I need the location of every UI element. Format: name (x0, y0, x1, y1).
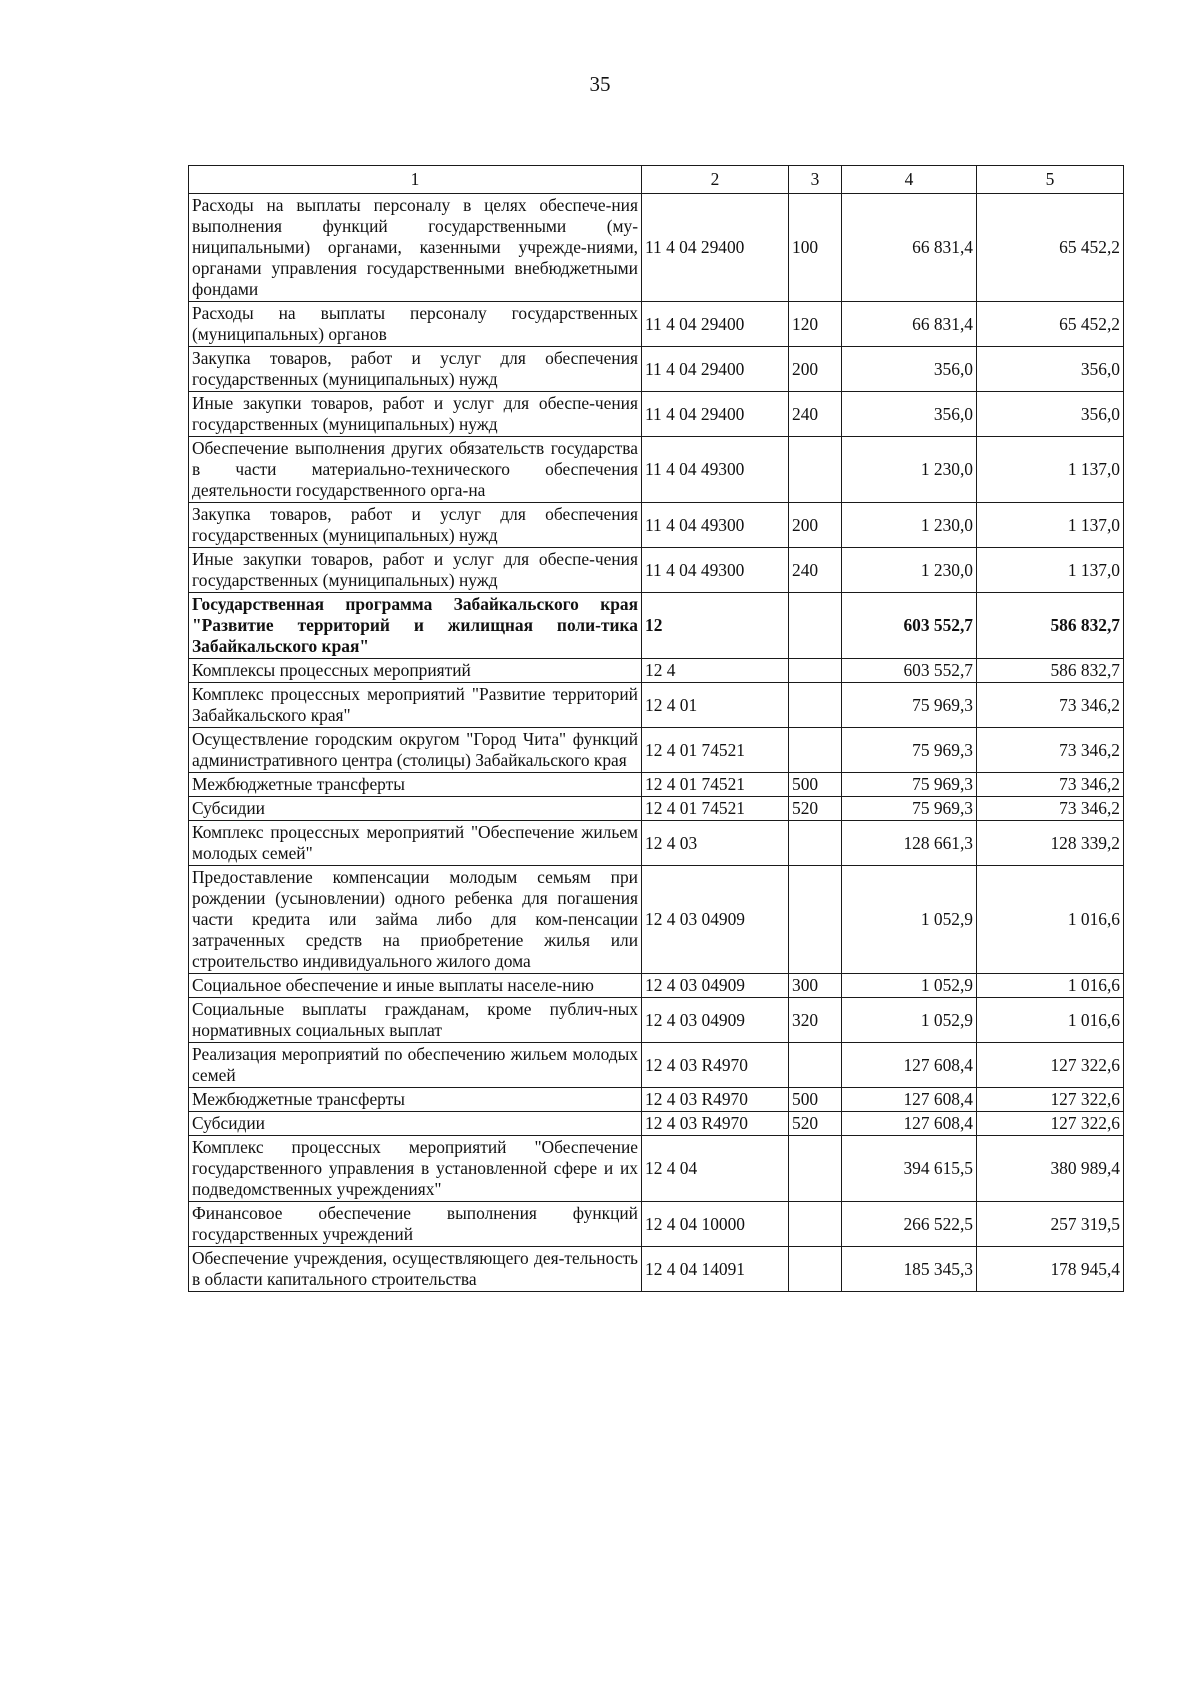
column-header-3: 3 (789, 166, 842, 194)
row-amount-2-cell: 128 339,2 (977, 821, 1124, 866)
row-name-cell: Социальные выплаты гражданам, кроме публич-ных нормативных социальных выплат (189, 998, 642, 1043)
row-amount-1-cell: 1 230,0 (842, 503, 977, 548)
row-amount-1-cell: 1 052,9 (842, 866, 977, 974)
row-amount-1-cell: 1 052,9 (842, 974, 977, 998)
row-amount-1-cell: 127 608,4 (842, 1112, 977, 1136)
table-row (189, 593, 1124, 659)
row-amount-2-cell: 1 137,0 (977, 548, 1124, 593)
row-amount-1-cell: 75 969,3 (842, 683, 977, 728)
row-amount-1-cell: 603 552,7 (842, 659, 977, 683)
row-amount-1-cell: 127 608,4 (842, 1088, 977, 1112)
row-code-cell: 11 4 04 29400 (642, 194, 789, 302)
row-amount-1-cell: 356,0 (842, 347, 977, 392)
row-amount-1-cell: 75 969,3 (842, 773, 977, 797)
table-row (189, 974, 1124, 998)
row-name-cell: Комплексы процессных мероприятий (189, 659, 642, 683)
row-code-cell: 11 4 04 49300 (642, 503, 789, 548)
table-row (189, 548, 1124, 593)
column-header-1: 1 (189, 166, 642, 194)
row-code-cell: 12 4 03 R4970 (642, 1112, 789, 1136)
row-expense-type-cell: 200 (789, 503, 842, 548)
row-code-cell: 12 4 03 R4970 (642, 1043, 789, 1088)
row-amount-2-cell: 257 319,5 (977, 1202, 1124, 1247)
row-amount-2-cell: 73 346,2 (977, 797, 1124, 821)
row-code-cell: 12 4 04 (642, 1136, 789, 1202)
row-amount-1-cell: 1 230,0 (842, 437, 977, 503)
row-name-cell: Расходы на выплаты персоналу в целях обеспече-ния выполнения функций государственными (му-ниципальными) органами, казенными учрежде-ниями, органами управления государственными внебюджетными фондами (189, 194, 642, 302)
row-code-cell: 12 4 03 R4970 (642, 1088, 789, 1112)
table-row (189, 503, 1124, 548)
row-amount-1-cell: 75 969,3 (842, 797, 977, 821)
row-code-cell: 12 4 04 14091 (642, 1247, 789, 1292)
row-amount-2-cell: 127 322,6 (977, 1112, 1124, 1136)
row-amount-2-cell: 65 452,2 (977, 302, 1124, 347)
row-amount-1-cell: 185 345,3 (842, 1247, 977, 1292)
row-code-cell: 12 4 01 74521 (642, 728, 789, 773)
row-amount-1-cell: 1 230,0 (842, 548, 977, 593)
row-amount-2-cell: 65 452,2 (977, 194, 1124, 302)
row-expense-type-cell: 120 (789, 302, 842, 347)
row-expense-type-cell (789, 1043, 842, 1088)
budget-table (188, 165, 1124, 1292)
row-name-cell: Комплекс процессных мероприятий "Развитие территорий Забайкальского края" (189, 683, 642, 728)
row-name-cell: Осуществление городским округом "Город Чита" функций административного центра (столицы) Забайкальского края (189, 728, 642, 773)
table-row (189, 347, 1124, 392)
row-name-cell: Закупка товаров, работ и услуг для обеспечения государственных (муниципальных) нужд (189, 347, 642, 392)
row-expense-type-cell (789, 437, 842, 503)
row-amount-2-cell: 586 832,7 (977, 593, 1124, 659)
row-expense-type-cell (789, 1202, 842, 1247)
table-row (189, 821, 1124, 866)
row-amount-1-cell: 266 522,5 (842, 1202, 977, 1247)
table-row (189, 659, 1124, 683)
row-amount-1-cell: 75 969,3 (842, 728, 977, 773)
row-amount-2-cell: 73 346,2 (977, 773, 1124, 797)
table-row (189, 392, 1124, 437)
row-code-cell: 12 4 03 04909 (642, 974, 789, 998)
row-expense-type-cell: 200 (789, 347, 842, 392)
table-row (189, 728, 1124, 773)
row-name-cell: Закупка товаров, работ и услуг для обеспечения государственных (муниципальных) нужд (189, 503, 642, 548)
row-name-cell: Социальное обеспечение и иные выплаты населе-нию (189, 974, 642, 998)
row-name-cell: Предоставление компенсации молодым семьям при рождении (усыновлении) одного ребенка для погашения части кредита или займа либо для ком-пенсации затраченных средств на приобретение жилья или строительство индивидуального жилого дома (189, 866, 642, 974)
row-amount-2-cell: 356,0 (977, 392, 1124, 437)
row-amount-2-cell: 356,0 (977, 347, 1124, 392)
table-row (189, 302, 1124, 347)
row-code-cell: 12 (642, 593, 789, 659)
row-code-cell: 12 4 03 (642, 821, 789, 866)
row-name-cell: Межбюджетные трансферты (189, 773, 642, 797)
row-expense-type-cell (789, 683, 842, 728)
row-amount-2-cell: 1 016,6 (977, 998, 1124, 1043)
row-amount-1-cell: 66 831,4 (842, 194, 977, 302)
table-row (189, 1088, 1124, 1112)
row-expense-type-cell (789, 821, 842, 866)
row-code-cell: 11 4 04 29400 (642, 347, 789, 392)
row-name-cell: Комплекс процессных мероприятий "Обеспечение государственного управления в установленной сфере и их подведомственных учреждениях" (189, 1136, 642, 1202)
table-row (189, 773, 1124, 797)
row-amount-2-cell: 380 989,4 (977, 1136, 1124, 1202)
row-code-cell: 12 4 01 (642, 683, 789, 728)
column-header-4: 4 (842, 166, 977, 194)
row-amount-1-cell: 394 615,5 (842, 1136, 977, 1202)
table-row (189, 797, 1124, 821)
table-row (189, 683, 1124, 728)
row-code-cell: 11 4 04 29400 (642, 302, 789, 347)
row-amount-1-cell: 356,0 (842, 392, 977, 437)
row-amount-2-cell: 73 346,2 (977, 728, 1124, 773)
table-row (189, 998, 1124, 1043)
row-name-cell: Обеспечение выполнения других обязательств государства в части материально-технического обеспечения деятельности государственного орга-на (189, 437, 642, 503)
row-name-cell: Иные закупки товаров, работ и услуг для обеспе-чения государственных (муниципальных) нужд (189, 392, 642, 437)
row-amount-1-cell: 127 608,4 (842, 1043, 977, 1088)
row-amount-1-cell: 66 831,4 (842, 302, 977, 347)
table-row (189, 866, 1124, 974)
row-expense-type-cell: 100 (789, 194, 842, 302)
row-name-cell: Иные закупки товаров, работ и услуг для обеспе-чения государственных (муниципальных) нужд (189, 548, 642, 593)
row-code-cell: 12 4 04 10000 (642, 1202, 789, 1247)
table-row (189, 1112, 1124, 1136)
budget-table-body (189, 166, 1124, 1292)
row-name-cell: Расходы на выплаты персоналу государственных (муниципальных) органов (189, 302, 642, 347)
row-expense-type-cell (789, 659, 842, 683)
row-name-cell: Межбюджетные трансферты (189, 1088, 642, 1112)
row-code-cell: 12 4 01 74521 (642, 773, 789, 797)
row-name-cell: Обеспечение учреждения, осуществляющего дея-тельность в области капитального строительства (189, 1247, 642, 1292)
row-expense-type-cell (789, 1136, 842, 1202)
row-code-cell: 12 4 03 04909 (642, 866, 789, 974)
table-row (189, 1136, 1124, 1202)
column-header-2: 2 (642, 166, 789, 194)
row-amount-2-cell: 1 137,0 (977, 437, 1124, 503)
row-expense-type-cell (789, 593, 842, 659)
row-expense-type-cell: 240 (789, 392, 842, 437)
row-code-cell: 12 4 03 04909 (642, 998, 789, 1043)
table-row (189, 194, 1124, 302)
page-number: 35 (589, 72, 611, 96)
table-header-row (189, 166, 1124, 194)
row-name-cell: Комплекс процессных мероприятий "Обеспечение жильем молодых семей" (189, 821, 642, 866)
row-amount-2-cell: 178 945,4 (977, 1247, 1124, 1292)
row-code-cell: 11 4 04 49300 (642, 548, 789, 593)
row-name-cell: Субсидии (189, 797, 642, 821)
row-amount-2-cell: 1 016,6 (977, 974, 1124, 998)
row-expense-type-cell (789, 728, 842, 773)
row-amount-2-cell: 1 137,0 (977, 503, 1124, 548)
row-name-cell: Финансовое обеспечение выполнения функций государственных учреждений (189, 1202, 642, 1247)
row-expense-type-cell: 500 (789, 1088, 842, 1112)
table-row (189, 437, 1124, 503)
row-amount-2-cell: 127 322,6 (977, 1088, 1124, 1112)
table-row (189, 1202, 1124, 1247)
row-expense-type-cell: 520 (789, 1112, 842, 1136)
column-header-5: 5 (977, 166, 1124, 194)
row-name-cell: Реализация мероприятий по обеспечению жильем молодых семей (189, 1043, 642, 1088)
row-expense-type-cell: 520 (789, 797, 842, 821)
row-amount-2-cell: 586 832,7 (977, 659, 1124, 683)
row-amount-2-cell: 73 346,2 (977, 683, 1124, 728)
row-amount-1-cell: 603 552,7 (842, 593, 977, 659)
table-row (189, 1043, 1124, 1088)
row-amount-1-cell: 128 661,3 (842, 821, 977, 866)
row-amount-2-cell: 1 016,6 (977, 866, 1124, 974)
row-code-cell: 11 4 04 29400 (642, 392, 789, 437)
row-expense-type-cell (789, 1247, 842, 1292)
row-amount-2-cell: 127 322,6 (977, 1043, 1124, 1088)
row-name-cell: Субсидии (189, 1112, 642, 1136)
table-row (189, 1247, 1124, 1292)
row-expense-type-cell: 320 (789, 998, 842, 1043)
row-expense-type-cell: 240 (789, 548, 842, 593)
row-amount-1-cell: 1 052,9 (842, 998, 977, 1043)
row-name-cell: Государственная программа Забайкальского края "Развитие территорий и жилищная поли-тика Забайкальского края" (189, 593, 642, 659)
row-expense-type-cell (789, 866, 842, 974)
row-expense-type-cell: 500 (789, 773, 842, 797)
row-expense-type-cell: 300 (789, 974, 842, 998)
row-code-cell: 12 4 (642, 659, 789, 683)
row-code-cell: 11 4 04 49300 (642, 437, 789, 503)
row-code-cell: 12 4 01 74521 (642, 797, 789, 821)
